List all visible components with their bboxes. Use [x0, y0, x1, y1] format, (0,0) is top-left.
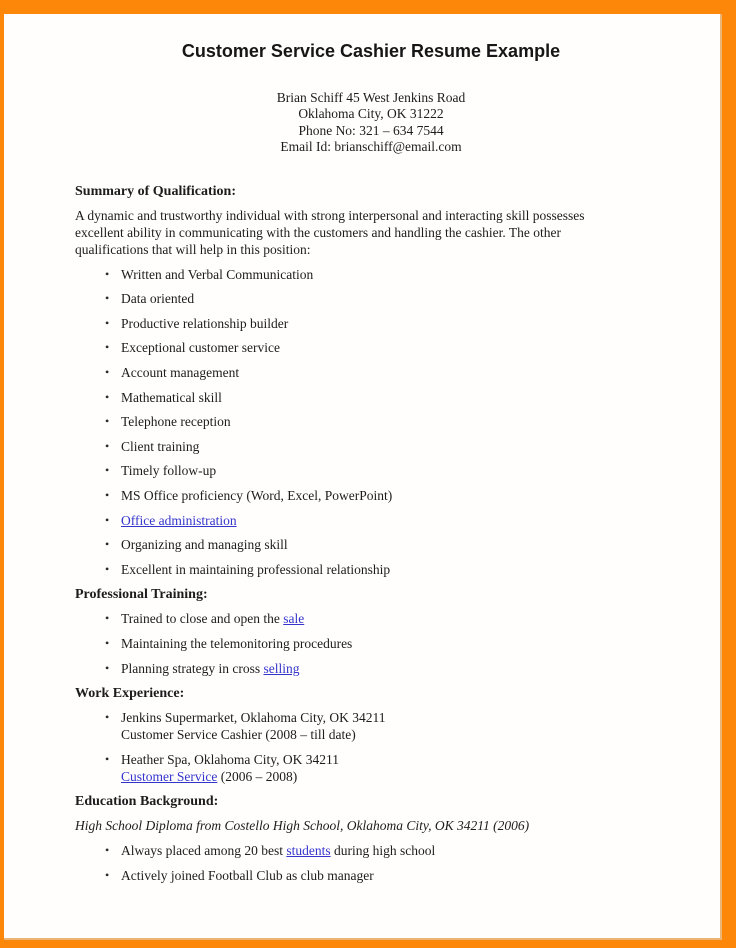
- bullet-item: [104, 561, 667, 578]
- page-title: Customer Service Cashier Resume Example: [181, 41, 561, 61]
- customer-service-link[interactable]: Customer Service: [121, 768, 218, 784]
- section-heading: Summary of Qualification:: [75, 183, 236, 199]
- section-summary-of-qualification: [75, 183, 667, 587]
- bullet-item: [104, 512, 667, 529]
- contact-block: [75, 90, 667, 156]
- contact-name-address: Brian Schiff 45 West Jenkins Road: [276, 90, 466, 105]
- resume-sections: [75, 183, 667, 893]
- bullet-item: [104, 462, 667, 479]
- contact-phone: Phone No: 321 – 634 7544: [298, 122, 444, 138]
- bullet-text: Written and Verbal Communication: [121, 266, 314, 282]
- bullet-item: [104, 635, 667, 652]
- office-administration-link[interactable]: Office administration: [121, 512, 237, 528]
- sale-link[interactable]: sale: [283, 611, 305, 627]
- bullet-text: Heather Spa, Oklahoma City, OK 34211: [121, 751, 339, 767]
- section-intro: A dynamic and trustworthy individual with strong interpersonal and interacting skill possesses excellent ability in communicating with the customers and handling the cashier. The other qualifications that will help in this position:: [75, 207, 585, 257]
- bullet-text: Trained to close and open the: [121, 611, 284, 627]
- bullet-list: [104, 266, 667, 587]
- bullet-item: [104, 867, 667, 884]
- bullet-text: Telephone reception: [121, 414, 231, 430]
- section-heading: Work Experience:: [75, 686, 185, 702]
- bullet-item: [104, 364, 667, 381]
- bullet-text: Exceptional customer service: [121, 340, 280, 356]
- bullet-text: Planning strategy in cross: [121, 660, 264, 676]
- bullet-text: Account management: [121, 365, 240, 380]
- bullet-item: [104, 339, 667, 356]
- bullet-text: Mathematical skill: [121, 389, 222, 405]
- bullet-item: [104, 660, 667, 677]
- bullet-text: Client training: [121, 438, 200, 454]
- section-work-experience: [75, 685, 667, 793]
- contact-city: Oklahoma City, OK 31222: [298, 106, 444, 122]
- section-professional-training: [75, 586, 667, 685]
- bullet-text: Maintaining the telemonitoring procedures: [121, 635, 353, 651]
- bullet-item: [104, 842, 667, 859]
- students-link[interactable]: students: [286, 843, 331, 859]
- bullet-item: [104, 389, 667, 406]
- bullet-item: [104, 315, 667, 332]
- bullet-text: Jenkins Supermarket, Oklahoma City, OK 34211: [121, 710, 386, 726]
- bullet-text: Excellent in maintaining professional relationship: [121, 561, 391, 577]
- bullet-item: [104, 751, 667, 785]
- bullet-text: Organizing and managing skill: [121, 537, 288, 553]
- bullet-text: MS Office proficiency (Word, Excel, PowerPoint): [121, 487, 393, 503]
- bullet-list: [104, 709, 667, 793]
- bullet-item: [104, 536, 667, 553]
- bullet-text: during high school: [330, 843, 436, 859]
- section-heading: Education Background:: [75, 794, 219, 810]
- contact-email: Email Id: brianschiff@email.com: [280, 139, 462, 155]
- bullet-text: Actively joined Football Club as club manager: [121, 867, 374, 883]
- bullet-item: [104, 610, 667, 627]
- bullet-text: (2006 – 2008): [217, 768, 298, 784]
- bullet-item: [104, 438, 667, 455]
- bullet-item: [104, 709, 667, 743]
- section-heading: Professional Training:: [75, 587, 208, 603]
- bullet-text: Customer Service Cashier (2008 – till date): [121, 727, 356, 743]
- selling-link[interactable]: selling: [263, 660, 300, 676]
- bullet-item: [104, 413, 667, 430]
- bullet-text: Productive relationship builder: [121, 315, 289, 331]
- bullet-text: Timely follow-up: [121, 463, 217, 479]
- bullet-list: [104, 610, 667, 685]
- bullet-list: [104, 842, 667, 892]
- section-education-background: [75, 793, 667, 892]
- bullet-text: Always placed among 20 best: [121, 843, 287, 859]
- bullet-item: [104, 487, 667, 504]
- bullet-item: [104, 266, 667, 283]
- bullet-item: [104, 290, 667, 307]
- education-degree-line: High School Diploma from Costello High School, Oklahoma City, OK 34211 (2006): [75, 818, 530, 834]
- bullet-text: Data oriented: [121, 291, 195, 307]
